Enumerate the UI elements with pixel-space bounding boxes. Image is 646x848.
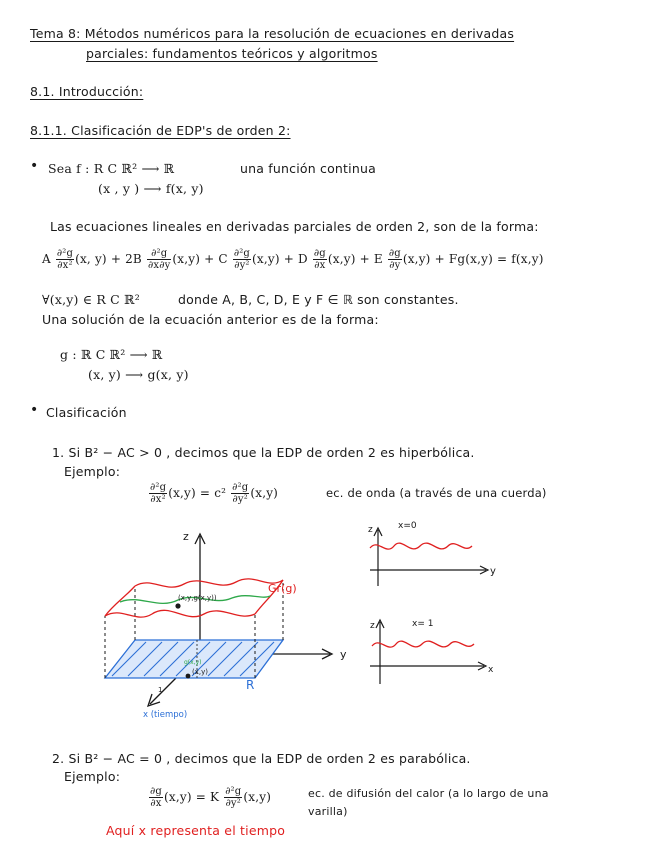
surface-front-edge <box>105 610 255 617</box>
plot1-wave <box>370 543 472 549</box>
heat-rhs-num: ∂²g <box>225 786 242 797</box>
point-bottom-label: (x,y) <box>192 668 208 676</box>
surface-left-edge <box>105 586 135 616</box>
eq-a: A <box>42 252 51 266</box>
eq-t2: (x,y) + C <box>172 252 228 266</box>
case2-ejemplo: Ejemplo: <box>64 769 121 784</box>
heat-comment-2: varilla) <box>308 805 348 818</box>
heat-lhs-frac <box>149 786 163 809</box>
plot2-z-label: z <box>370 621 375 631</box>
case1-ejemplo: Ejemplo: <box>64 464 121 479</box>
title-line-1: Tema 8: Métodos numéricos para la resolución de ecuaciones en derivadas <box>30 26 515 41</box>
general-intro: Las ecuaciones lineales en derivadas parciales de orden 2, son de la forma: <box>50 219 539 234</box>
eq-t5: (x,y) + Fg(x,y) = f(x,y) <box>402 252 544 266</box>
heat-rhs-den: ∂y² <box>225 798 241 809</box>
plot1-z-label: z <box>368 525 373 535</box>
title-line-2: parciales: fundamentos teóricos y algoritmos <box>86 46 378 61</box>
plot1-title: x=0 <box>398 521 417 531</box>
heat-comment-1: ec. de difusión del calor (a lo largo de una <box>308 787 549 800</box>
eq-t4: (x,y) + E <box>327 252 383 266</box>
y-label: y <box>340 648 347 661</box>
function-note: una función continua <box>240 161 376 176</box>
wave-comment: ec. de onda (a través de una cuerda) <box>326 486 547 500</box>
x-tiempo-label: x (tiempo) <box>143 710 188 720</box>
plot2-x-label: x <box>488 665 494 675</box>
heat-mid: (x,y) = K <box>163 790 220 804</box>
frac-2-den: ∂x∂y <box>147 260 171 271</box>
frac-1-num: ∂²g <box>56 248 74 259</box>
eq-t1: (x, y) + 2B <box>75 252 142 266</box>
wave-rhs-num: ∂²g <box>232 482 249 493</box>
tick-1: 1 <box>158 686 163 694</box>
plot2-wave <box>372 641 474 647</box>
section-heading: 8.1. Introducción: <box>30 84 144 99</box>
point-on-region <box>186 674 191 679</box>
solution-text: Una solución de la ecuación anterior es de la forma: <box>42 312 379 327</box>
bullet-dot: • <box>30 158 39 174</box>
donde-text: donde A, B, C, D, E y F ∈ ℝ son constantes. <box>178 292 459 307</box>
z-label: z <box>183 530 189 543</box>
frac-4-num: ∂g <box>313 248 326 259</box>
time-note: Aquí x representa el tiempo <box>106 823 286 838</box>
wave-end: (x,y) <box>250 486 279 500</box>
graph-label: Gr(g) <box>268 582 297 595</box>
g-map-1: g : ℝ C ℝ² ⟶ ℝ <box>60 347 163 362</box>
frac-4-den: ∂x <box>314 260 326 271</box>
frac-3-num: ∂²g <box>233 248 251 259</box>
plot1-y-label: y <box>490 566 496 577</box>
heat-equation <box>148 786 271 809</box>
function-def: Sea f : R C ℝ² ⟶ ℝ <box>48 161 175 176</box>
g-small-label: g(x,y) <box>184 659 202 666</box>
forall-domain: ∀(x,y) ∈ R C ℝ² <box>42 292 140 307</box>
case2-text: 2. Si B² − AC = 0 , decimos que la EDP de orden 2 es parabólica. <box>52 751 471 766</box>
frac-1-den: ∂x² <box>57 260 73 271</box>
wave-lhs-den: ∂x² <box>150 494 166 505</box>
heat-end: (x,y) <box>243 790 272 804</box>
heat-lhs-den: ∂x <box>150 798 162 809</box>
frac-3-den: ∂y² <box>234 260 250 271</box>
g-map-2: (x, y) ⟶ g(x, y) <box>88 367 189 382</box>
eq-t3: (x,y) + D <box>252 252 308 266</box>
plot2-title: x= 1 <box>412 619 434 629</box>
frac-5-num: ∂g <box>388 248 401 259</box>
wave-rhs-den: ∂y² <box>232 494 248 505</box>
subsection-heading: 8.1.1. Clasificación de EDP's de orden 2: <box>30 123 291 138</box>
wave-lhs-num: ∂²g <box>150 482 167 493</box>
point-top-label: (x,y,g(x,y)) <box>178 594 217 602</box>
frac-5-den: ∂y <box>389 260 401 271</box>
heat-rhs-frac <box>224 786 242 809</box>
classification-label: Clasificación <box>46 405 127 420</box>
function-map: (x , y ) ⟶ f(x, y) <box>98 181 204 196</box>
case1-text: 1. Si B² − AC > 0 , decimos que la EDP de orden 2 es hiperbólica. <box>52 445 475 460</box>
point-on-surface <box>175 603 180 608</box>
surface-back-edge <box>135 579 283 587</box>
heat-lhs-num: ∂g <box>150 786 162 797</box>
wave-mid: (x,y) = c² <box>168 486 227 500</box>
frac-2-num: ∂²g <box>147 248 171 260</box>
region-label: R <box>246 678 255 692</box>
bullet-dot: • <box>30 402 39 418</box>
